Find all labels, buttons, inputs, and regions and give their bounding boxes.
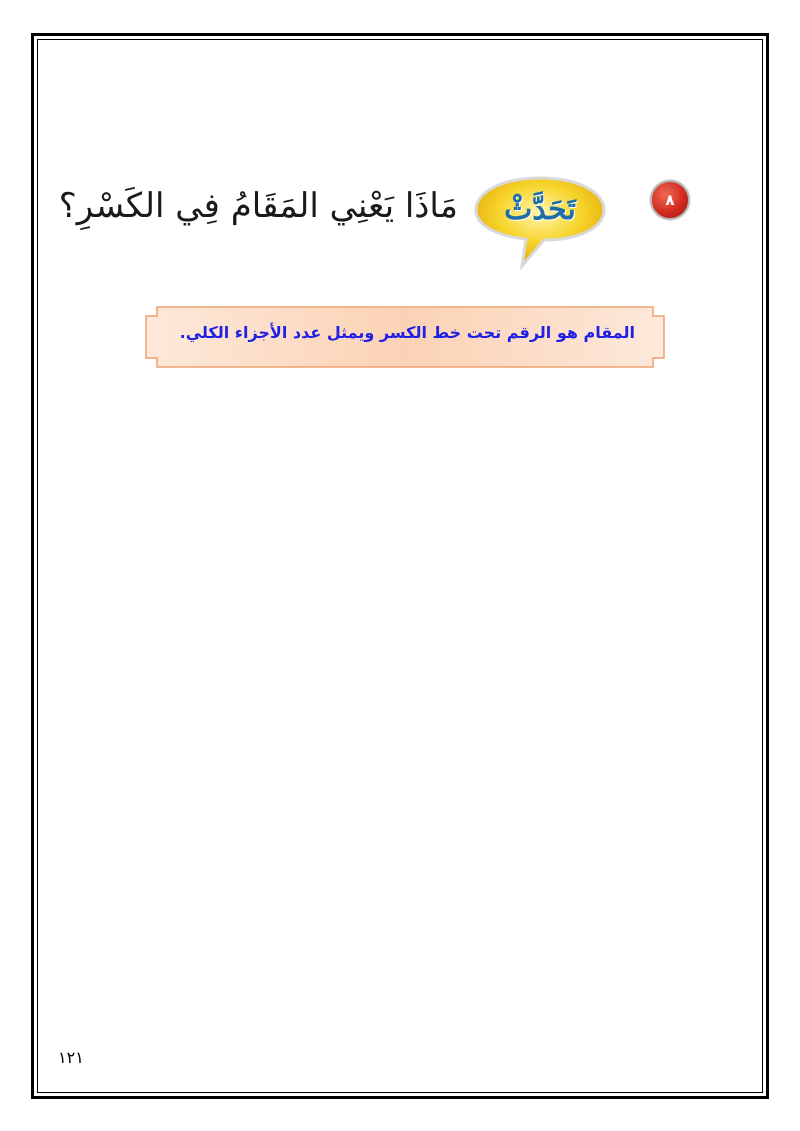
speech-bubble (470, 170, 610, 270)
exercise-number-badge (650, 180, 690, 220)
question-text: مَاذَا يَعْنِي المَقَامُ فِي الكَسْرِ؟ (58, 186, 458, 226)
answer-text: المقام هو الرقم تحت خط الكسر ويمثل عدد الأجزاء الكلي. (179, 323, 635, 342)
page-number: ١٢١ (58, 1048, 84, 1067)
speech-bubble-label: تَحَدَّثْ (504, 192, 576, 227)
exercise-header (58, 168, 690, 278)
exercise-number: ٨ (665, 191, 675, 209)
answer-box (145, 306, 665, 368)
